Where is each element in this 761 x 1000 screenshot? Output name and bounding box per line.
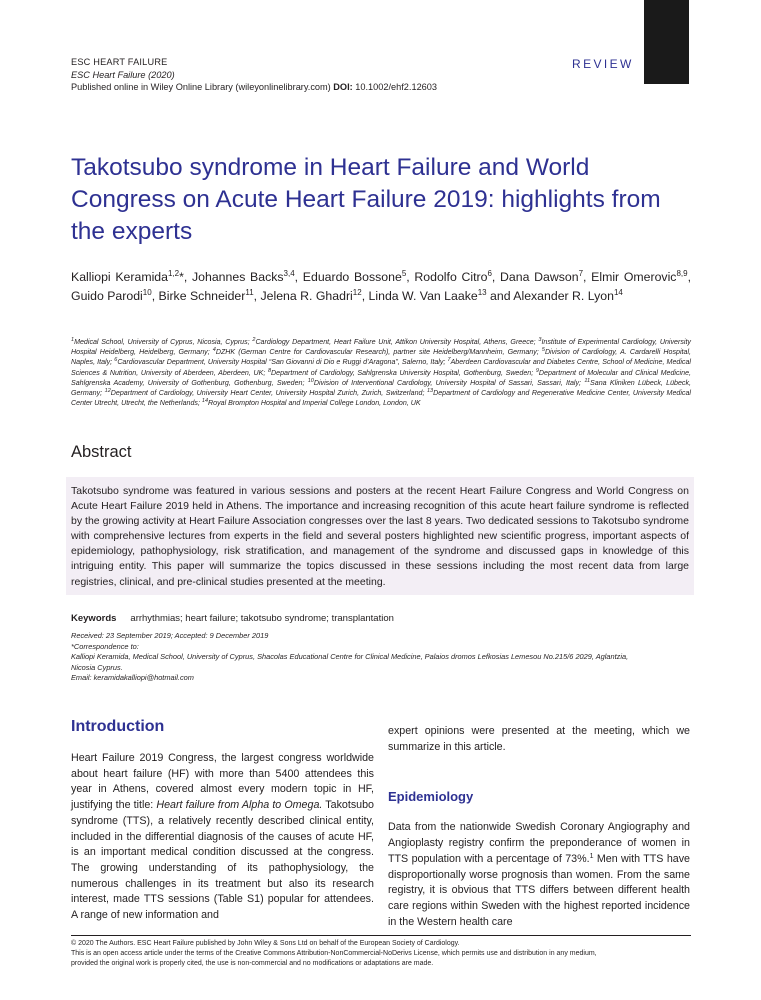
author-name: Rodolfo Citro: [414, 270, 488, 284]
intro-text-b: Takotsubo syndrome (TTS), a relatively recently described clinical entity, included in the differential diagnosis of the causes of acute HF, is an important medical condition discussed at the congress. The growing understanding of its pathophysiology, the numerous challenges in its treatment but also its research interest, made TTS sessions (Table S1) popular for attendees. A range of new information and: [71, 799, 375, 922]
introduction-heading: Introduction: [71, 718, 165, 735]
article-title: Takotsubo syndrome in Heart Failure and World Congress on Acute Heart Failure 2019: highlights from the experts: [71, 154, 661, 245]
author-separator: ,: [151, 289, 159, 303]
correspondence-address-2: Nicosia Cyprus.: [71, 662, 123, 672]
intro-italic-title: Heart failure from Alpha to Omega.: [156, 799, 323, 812]
intro-text-a: Heart Failure 2019 Congress, the largest congress worldwide about heart failure (HF) with more than 5400 attendees this year in Athens, covered almost every modern topic in HF, justifying the title:: [71, 752, 374, 812]
author-separator: and: [486, 289, 514, 303]
journal-header: [71, 56, 437, 94]
correspondence-email[interactable]: Email: keramidakalliopi@hotmail.com: [71, 673, 194, 683]
affiliation-text: Medical School, University of Cyprus, Nicosia, Cyprus;: [74, 338, 253, 346]
abstract-heading: Abstract: [71, 443, 132, 461]
author-affiliation-marker: 8,9: [676, 269, 688, 278]
affiliation-marker: 8: [267, 367, 272, 374]
author-name: Elmir Omerovic: [591, 270, 677, 284]
epi-text-b: Men with TTS have disproportionally worse prognosis than women. From the same registry, it is obvious that TTS differs between different health care regions within Sweden with the highest reported incidence in the Western health care: [388, 852, 690, 928]
author-separator: ,: [583, 270, 592, 284]
affiliation-list: [71, 337, 691, 408]
author-name: Dana Dawson: [500, 270, 579, 284]
epidemiology-paragraph: [388, 820, 690, 930]
correspondence-address-1: Kalliopi Keramida, Medical School, University of Cyprus, Shacolas Educational Centre for Clinical Medicine, Palaios dromos Lefkosias Lemesou No.215/6 2029, Aglantzia,: [71, 652, 629, 662]
affiliation-text: Department of Molecular and Clinical Medicine, Sahlgrenska Academy, University of Gothenburg, Gothenburg, Sweden;: [71, 368, 691, 387]
affiliation-marker: 12: [104, 388, 111, 395]
affiliation-marker: 6: [114, 357, 118, 364]
author-name: Alexander R. Lyon: [513, 289, 614, 303]
author-affiliation-marker: 13: [477, 288, 487, 297]
right-column: [388, 724, 690, 930]
affiliation-text: Aberdeen Cardiovascular and Diabetes Centre, School of Medicine, Medical Sciences & Nutrition, University of Aberdeen, Aberdeen, UK;: [71, 358, 691, 377]
author-separator: ,: [253, 289, 261, 303]
affiliation-text: Division of Interventional Cardiology, University Hospital of Sassari, Sassari, Italy;: [313, 378, 585, 387]
copyright-line: © 2020 The Authors. ESC Heart Failure published by John Wiley & Sons Ltd on behalf of the European Society of Cardiology.: [71, 940, 460, 947]
publication-line: [71, 81, 437, 94]
affiliation-text: Department of Cardiology, Sahlgrenska University Hospital, Gothenburg, Sweden;: [271, 368, 536, 377]
affiliation-text: Division of Cardiology, A. Cardarelli Hospital, Naples, Italy;: [71, 348, 691, 367]
doi-value[interactable]: 10.1002/ehf2.12603: [352, 82, 438, 92]
author-name: Eduardo Bossone: [302, 270, 402, 284]
author-separator: ,: [294, 270, 303, 284]
epi-text-a: Data from the nationwide Swedish Coronary Angiography and Angioplasty registry confirm the preponderance of women in TTS population with a percentage of 73%.: [388, 821, 690, 865]
author-affiliation-marker: 11: [245, 288, 254, 297]
author-separator: ,: [406, 270, 415, 284]
author-affiliation-marker: 12: [352, 288, 362, 297]
affiliation-text: Cardiovascular Department, University Hospital “San Giovanni di Dio e Ruggi d’Aragona”, Salerno, Italy;: [117, 358, 448, 367]
affiliation-marker: 3: [538, 337, 542, 343]
affiliation-text: Institute of Experimental Cardiology, University Hospital Heidelberg, Heidelberg, Germany;: [71, 338, 691, 357]
journal-citation: ESC Heart Failure (2020): [71, 69, 175, 80]
affiliation-marker: 5: [541, 347, 545, 354]
keywords-text: arrhythmias; heart failure; takotsubo syndrome; transplantation: [130, 613, 394, 624]
affiliation-text: DZHK (German Centre for Cardiovascular Research), partner site Heidelberg/Mannheim, Germany;: [215, 348, 542, 357]
affiliation-text: Department of Cardiology, University Heart Center, University Hospital Zurich, Zurich, Switzerland;: [110, 389, 427, 398]
keywords-label: Keywords: [71, 613, 117, 624]
header-black-tab: [644, 0, 689, 84]
author-affiliation-marker: 3,4: [283, 269, 295, 278]
author-affiliation-marker: 14: [613, 288, 623, 297]
affiliation-marker: 2: [252, 337, 256, 343]
affiliation-marker: 4: [212, 347, 216, 354]
author-affiliation-marker: 10: [142, 288, 152, 297]
published-text: Published online in Wiley Online Library (wileyonlinelibrary.com): [71, 82, 334, 92]
affiliation-text: Department of Cardiology and Regenerative Medicine Center, University Medical Center Utrecht, Utrecht, the Netherlands;: [71, 389, 692, 408]
introduction-paragraph: [71, 751, 374, 924]
journal-name: ESC HEART FAILURE: [71, 57, 168, 67]
affiliation-marker: 7: [447, 357, 451, 364]
keywords: [71, 613, 394, 624]
affiliation-text: Cardiology Department, Heart Failure Unit, Attikon University Hospital, Athens, Greece;: [255, 338, 539, 346]
correspondence-label: *Correspondence to:: [71, 641, 139, 651]
author-name: Guido Parodi: [71, 289, 143, 303]
author-affiliation-marker: 7: [578, 269, 584, 278]
epidemiology-heading: Epidemiology: [388, 789, 474, 805]
author-list: [71, 268, 691, 306]
footer: [71, 939, 701, 968]
license-line-1: This is an open access article under the terms of the Creative Commons Attribution-NonCommercial-NoDerivs License, which permits use and distribution in any medium,: [71, 949, 597, 957]
affiliation-marker: 13: [426, 388, 434, 395]
author-separator: ,: [491, 270, 501, 284]
introduction-paragraph-continued: expert opinions were presented at the meeting, which we summarize in this article.: [388, 725, 690, 753]
author-affiliation-marker: 5: [401, 269, 407, 278]
left-column: [71, 718, 374, 924]
affiliation-marker: 10: [307, 377, 314, 384]
author-separator: ,: [361, 289, 369, 303]
author-affiliation-marker: 6: [487, 269, 492, 278]
author-name: Johannes Backs: [192, 270, 284, 284]
author-affiliation-marker: 1,2: [167, 269, 180, 278]
reference-link[interactable]: 1: [589, 852, 594, 860]
article-dates: [71, 631, 691, 684]
license-line-2: provided the original work is properly cited, the use is non-commercial and no modifications or adaptations are made.: [71, 959, 434, 967]
doi-label: DOI:: [333, 82, 353, 92]
article-type-label: REVIEW: [572, 57, 634, 71]
author-separator: *,: [179, 270, 193, 284]
author-name: Jelena R. Ghadri: [260, 289, 353, 303]
affiliation-marker: 14: [201, 398, 209, 405]
abstract-text: Takotsubo syndrome was featured in various sessions and posters at the recent Heart Failure Congress and World Congress on Acute Heart Failure 2019 held in Athens. The importance and increasing recognition of this acute heart failure syndrome is reflected by the growing activity at Heart Failure Association congresses over the last 8 years. Two dedicated sessions to Takotsubo syndrome with comprehensive lectures from experts in the field and several posters highlighted new scientific progress, important aspects of epidemiology, pathophysiology, risk stratification, and management of the syndrome and discussed gaps in knowledge of this intriguing entity. This paper will summarize the topics discussed in these sessions including the most recent data from large registries, clinical, and pre-clinical studies presented at the meeting.: [71, 485, 689, 588]
author-name: Linda W. Van Laake: [368, 289, 478, 303]
affiliation-marker: 9: [535, 367, 539, 374]
affiliation-marker: 11: [584, 377, 591, 384]
author-name: Kalliopi Keramida: [71, 270, 168, 284]
affiliation-marker: 1: [71, 337, 75, 343]
received-accepted-dates: Received: 23 September 2019; Accepted: 9 December 2019: [71, 631, 269, 640]
affiliation-text: Sana Kliniken Lübeck, Lübeck, Germany;: [71, 378, 691, 398]
author-name: Birke Schneider: [158, 289, 246, 303]
footer-divider: [71, 935, 691, 936]
affiliation-text: Royal Brompton Hospital and Imperial College London, London, UK: [208, 399, 421, 408]
author-separator: ,: [687, 270, 691, 284]
